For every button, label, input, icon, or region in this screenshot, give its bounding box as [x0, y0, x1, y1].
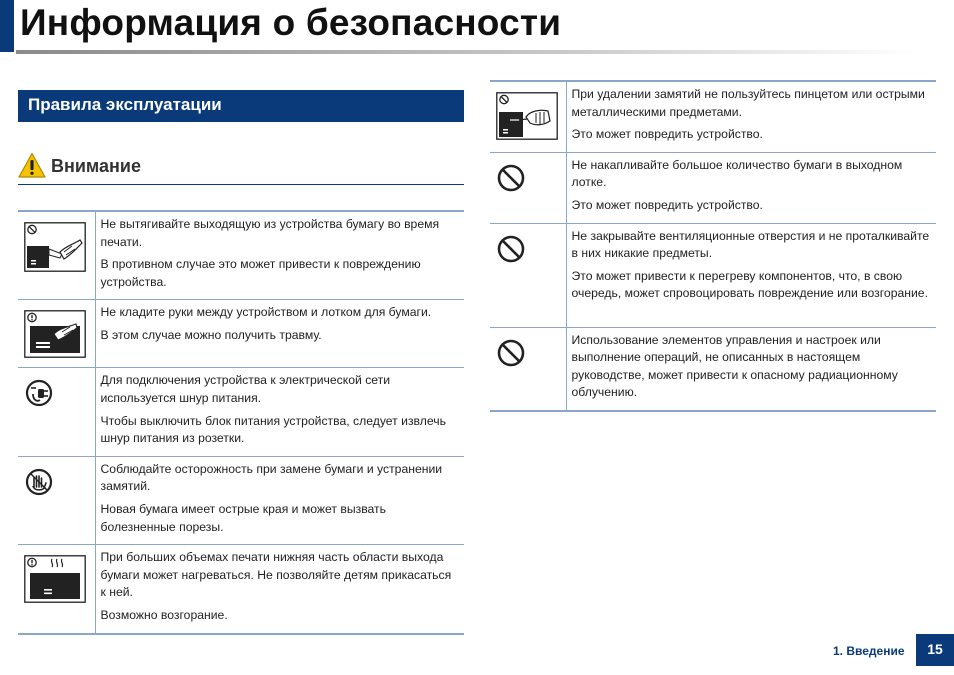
printer-paper-pull-icon — [24, 222, 86, 272]
row-text: Соблюдайте осторожность при замене бумаги и устранении замятий. — [100, 461, 443, 494]
table-row — [490, 152, 936, 223]
row-text: Для подключения устройства к электрической сети используется шнур питания. — [100, 373, 391, 405]
row-text: Не вытягивайте выходящую из устройства бумагу во время печати. — [100, 217, 440, 249]
table-row — [490, 81, 936, 152]
table-row — [490, 223, 936, 327]
row-text: При удалении замятий не пользуйтесь пинцетом или острыми металлическими предметами. — [571, 87, 925, 119]
row-text: Чтобы выключить блок питания устройства, следует извлечь шнур питания из розетки. — [100, 413, 446, 446]
prohibition-icon — [496, 234, 526, 264]
page-title: Информация о безопасности — [20, 2, 562, 43]
table-row — [18, 545, 464, 634]
prohibition-icon — [496, 338, 526, 368]
row-text: В противном случае это может привести к повреждению устройства. — [100, 257, 421, 289]
row-text: Это может повредить устройство. — [571, 197, 763, 212]
row-text: Это может привести к перегреву компонентов, что, в свою очередь, может спровоцировать повреждение или возгорание. — [571, 268, 928, 301]
caution-label: Внимание — [51, 156, 141, 176]
hot-output-area-icon — [24, 555, 86, 603]
page-number-badge: 15 — [916, 634, 954, 666]
right-safety-table — [490, 80, 936, 412]
prohibition-icon — [496, 163, 526, 193]
row-text: При больших объемах печати нижняя часть области выхода бумаги может нагреваться. Не позволяйте детям прикасаться к ней. — [100, 550, 452, 600]
row-text: В этом случае можно получить травму. — [100, 327, 322, 342]
chapter-link[interactable]: 1. Введение — [833, 644, 905, 658]
title-underline — [16, 50, 916, 54]
sharp-paper-hand-icon — [24, 467, 54, 497]
table-row — [18, 368, 464, 456]
table-row — [490, 327, 936, 411]
table-row — [18, 300, 464, 368]
row-text: Это может повредить устройство. — [571, 127, 763, 142]
left-safety-table — [18, 210, 464, 635]
power-plug-icon — [24, 378, 54, 408]
title-accent-bar — [0, 0, 14, 52]
table-row — [18, 456, 464, 544]
row-text: Новая бумага имеет острые края и может вызвать болезненные порезы. — [100, 501, 386, 534]
row-text: Возможно возгорание. — [100, 607, 228, 622]
warning-triangle-icon — [18, 152, 46, 178]
caution-heading — [18, 152, 464, 185]
hand-between-tray-icon — [24, 310, 86, 358]
section-header: Правила эксплуатации — [18, 90, 464, 122]
row-text: Не накапливайте большое количество бумаги в выходном лотке. — [571, 157, 903, 190]
row-text: Использование элементов управления и настроек или выполнение операций, не описанных в настоящем руководстве, может привести к опасному радиационному облучению. — [571, 332, 898, 400]
table-row — [18, 211, 464, 300]
row-text: Не закрывайте вентиляционные отверстия и не проталкивайте в них никакие предметы. — [571, 228, 930, 261]
row-text: Не кладите руки между устройством и лотком для бумаги. — [100, 305, 432, 320]
tweezers-jam-icon — [496, 92, 558, 140]
